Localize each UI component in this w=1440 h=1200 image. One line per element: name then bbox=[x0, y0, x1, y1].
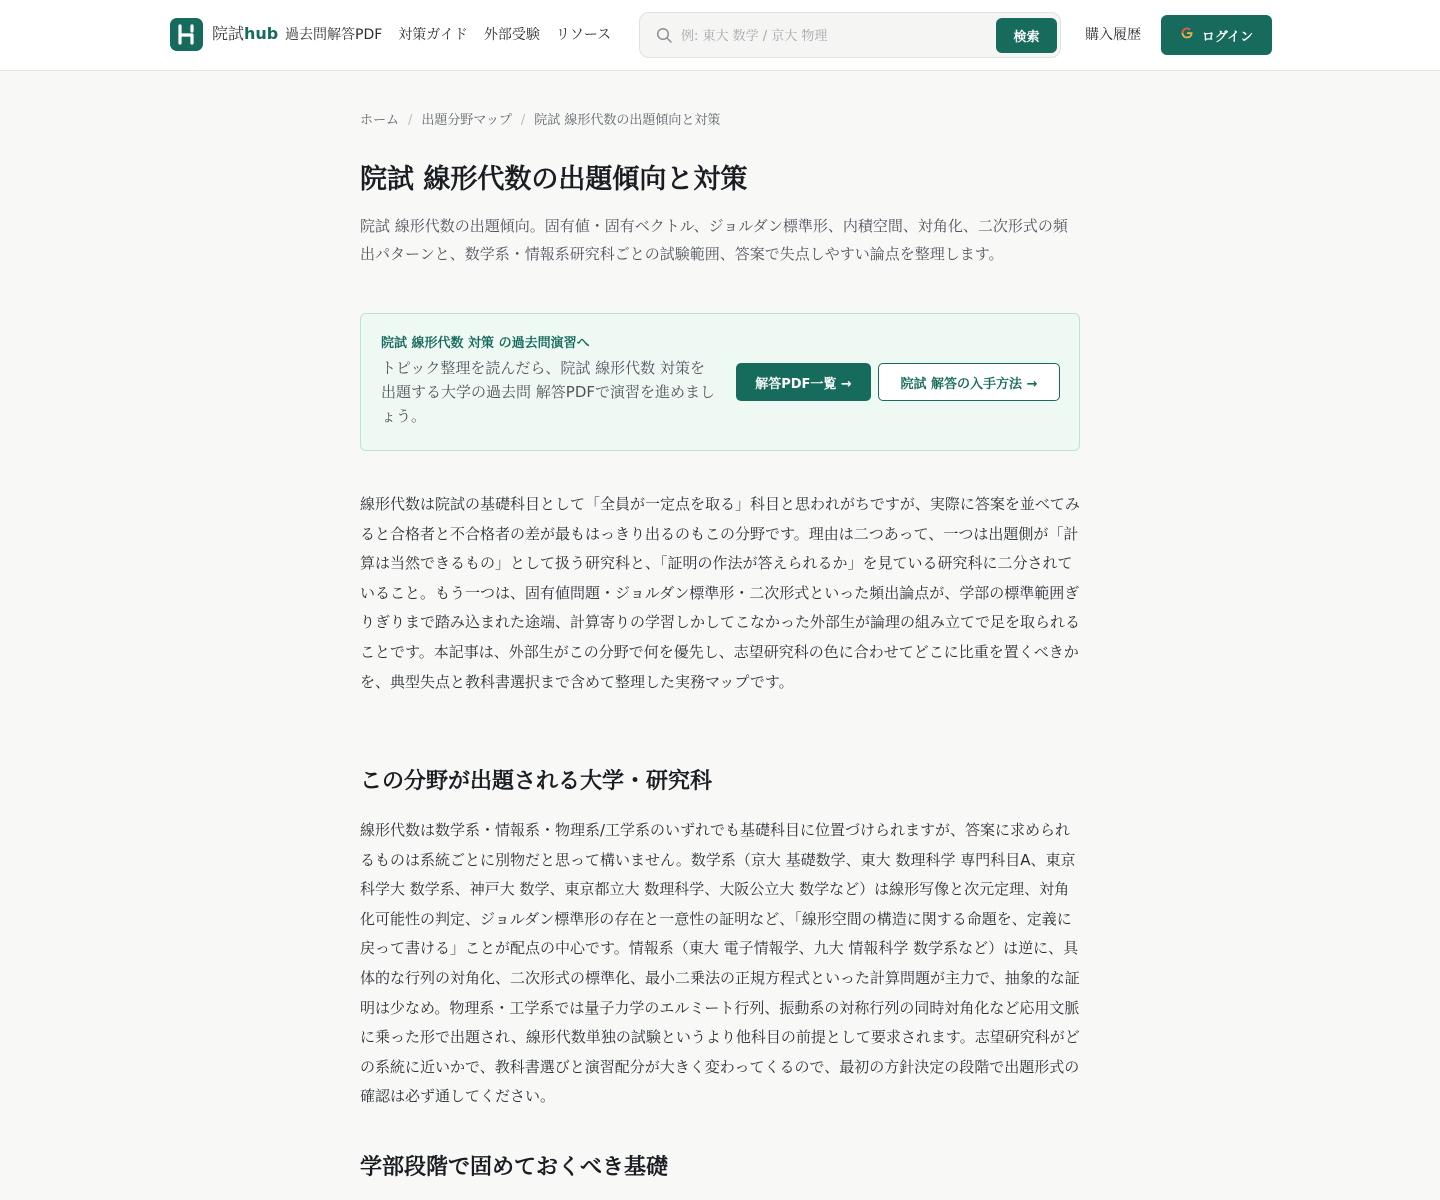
answer-pdf-list-button[interactable]: 解答PDF一覧 → bbox=[736, 363, 871, 401]
page-lede: 院試 線形代数の出題傾向。固有値・固有ベクトル、ジョルダン標準形、内積空間、対角化、二次形式の頻出パターンと、数学系・情報系研究科ごとの試験範囲、答案で失点しやすい論点を整理します。 bbox=[360, 217, 1068, 263]
cta-heading: 院試 線形代数 対策 の過去問演習へ bbox=[381, 336, 590, 351]
login-label: ログイン bbox=[1201, 29, 1254, 45]
login-button[interactable] bbox=[1161, 15, 1272, 55]
nav-resources[interactable]: リソース bbox=[555, 27, 612, 43]
how-to-get-answers-button[interactable]: 院試 解答の入手方法 → bbox=[878, 363, 1060, 401]
section-paragraph-universities: 線形代数は数学系・情報系・物理系/工学系のいずれでも基礎科目に位置づけられますが、答案に求められるものは系統ごとに別物だと思って構いません。数学系（京大 基礎数学、東大 数理科学 専門科目A、東京科学大 数学系、神戸大 数学、東京都立大 数理科学、大阪公立大 数学など）は線形写像と次元定理、対角化可能性の判定、ジョルダン標準形の存在と一意性の証明など、「線形空間の構造に関する命題を、定義に戻って書ける」ことが配点の中心です。情報系（東大 電子情報学、九大 情報科学 数学系など）は逆に、具体的な行列の対角化、二次形式の標準化、最小二乗法の正規方程式といった計算問題が主力で、抽象的な証明は少なめ。物理系・工学系では量子力学のエルミート行列、振動系の対称行列の同時対角化など応用文脈に乗った形で出題され、線形代数単独の試験というより他科目の前提として要求されます。志望研究科がどの系統に近いかで、教科書選びと演習配分が大きく変わってくるので、最初の方針決定の段階で出題形式の確認は必ず通してください。 bbox=[360, 821, 1080, 1106]
breadcrumb bbox=[360, 111, 720, 131]
section-heading-fundamentals: 学部段階で固めておくべき基礎 bbox=[360, 1155, 669, 1180]
search-icon bbox=[656, 27, 673, 48]
breadcrumb-separator: / bbox=[520, 113, 526, 128]
cta-body: トピック整理を読んだら、院試 線形代数 対策を出題する大学の過去問 解答PDFで演習を進めましょう。 bbox=[381, 359, 715, 425]
breadcrumb-separator: / bbox=[408, 113, 413, 128]
search-input[interactable] bbox=[681, 24, 981, 48]
page-title: 院試 線形代数の出題傾向と対策 bbox=[360, 164, 748, 195]
purchase-history-link[interactable]: 購入履歴 bbox=[1085, 27, 1141, 43]
section-heading-universities: この分野が出題される大学・研究科 bbox=[360, 769, 713, 794]
site-header bbox=[0, 0, 1440, 71]
search-button[interactable]: 検索 bbox=[996, 18, 1057, 53]
intro-paragraph: 線形代数は院試の基礎科目として「全員が一定点を取る」科目と思われがちですが、実際に答案を並べてみると合格者と不合格者の差が最もはっきり出るのもこの分野です。理由は二つあって、一つは出題側が「計算は当然できるもの」として扱う研究科と、「証明の作法が答えられるか」を見ている研究科に二分されていること。もう一つは、固有値問題・ジョルダン標準形・二次形式といった頻出論点が、学部の標準範囲ぎりぎりまで踏み込まれた途端、計算寄りの学習しかしてこなかった外部生が論理の組み立てで足を取られることです。本記事は、外部生がこの分野で何を優先し、志望研究科の色に合わせてどこに比重を置くべきかを、典型失点と教科書選択まで含めて整理した実務マップです。 bbox=[360, 495, 1081, 691]
logo-icon[interactable] bbox=[170, 18, 203, 51]
breadcrumb-current: 院試 線形代数の出題傾向と対策 bbox=[534, 113, 721, 128]
logo-suffix: hub bbox=[244, 24, 279, 43]
nav-external-exam[interactable]: 外部受験 bbox=[483, 27, 540, 43]
nav-past-exam-pdf[interactable]: 過去問解答PDF bbox=[285, 27, 383, 43]
main-nav bbox=[285, 25, 611, 45]
breadcrumb-home[interactable]: ホーム bbox=[360, 113, 400, 128]
logo-wordmark[interactable] bbox=[212, 24, 278, 44]
nav-strategy-guide[interactable]: 対策ガイド bbox=[398, 27, 468, 43]
practice-cta-box bbox=[360, 313, 1080, 451]
breadcrumb-topic-map[interactable]: 出題分野マップ bbox=[421, 113, 512, 128]
google-icon bbox=[1180, 26, 1194, 44]
logo-prefix: 院試 bbox=[212, 24, 245, 43]
search-box bbox=[639, 12, 1061, 58]
